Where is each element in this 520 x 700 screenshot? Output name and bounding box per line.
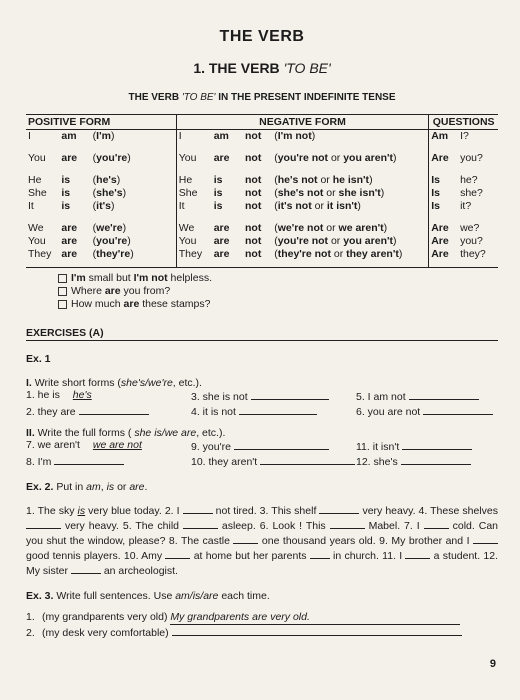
answer-blank[interactable] bbox=[402, 439, 472, 450]
verb-row: I am (I'm) I am not (I'm not) Am I? bbox=[28, 130, 469, 142]
verb-row: He is (he's) He is not (he's not or he isn't) Is he? bbox=[28, 174, 478, 186]
header-questions: QUESTIONS bbox=[429, 115, 498, 130]
exercise-item: 3. she is not bbox=[191, 389, 356, 404]
exercise-item: 8. I'm bbox=[26, 454, 191, 469]
exercise-item: 9. you're bbox=[191, 439, 356, 454]
exercise-item: 12. she's bbox=[356, 454, 498, 469]
page-number: 9 bbox=[489, 658, 496, 670]
exercise-item: 7. we aren't we are not bbox=[26, 439, 191, 454]
answer-blank[interactable]: we are not bbox=[92, 439, 142, 451]
answer-blank[interactable] bbox=[319, 503, 359, 514]
ex1-part1-instruction: I. Write short forms (she's/we're, etc.). bbox=[26, 377, 202, 389]
ex1-part2-instruction: II. Write the full forms ( she is/we are, etc.). bbox=[26, 427, 226, 439]
answer-blank[interactable]: he's bbox=[72, 389, 92, 401]
section-heading: THE VERB 'TO BE' IN THE PRESENT INDEFINITE TENSE bbox=[128, 92, 396, 103]
verb-table-body bbox=[26, 130, 498, 268]
exercise-item: 11. it isn't bbox=[356, 439, 498, 454]
checkbox-icon bbox=[58, 300, 67, 309]
exercise-item: 10. they aren't bbox=[191, 454, 356, 469]
exercise-item: 1. he is he's bbox=[26, 389, 191, 404]
ex3-item: 2. (my desk very comfortable) bbox=[26, 625, 498, 640]
ex3-items bbox=[26, 610, 498, 640]
answer-blank[interactable] bbox=[423, 404, 493, 415]
answer-blank[interactable] bbox=[234, 439, 329, 450]
ex1-label: Ex. 1 bbox=[26, 353, 51, 365]
answer-blank[interactable] bbox=[260, 454, 355, 465]
answer-blank[interactable] bbox=[54, 454, 124, 465]
ex3-item: 1. (my grandparents very old) My grandparents are very old. bbox=[26, 610, 498, 625]
verb-row: We are (we're) We are not (we're not or we aren't) Are we? bbox=[28, 222, 480, 234]
ex1-part1-items bbox=[26, 389, 498, 419]
answer-blank[interactable] bbox=[79, 404, 149, 415]
verb-row: You are (you're) You are not (you're not or you aren't) Are you? bbox=[28, 235, 483, 247]
answer-blank[interactable] bbox=[330, 518, 365, 529]
ex1-part2-items bbox=[26, 439, 498, 469]
page-title: THE VERB bbox=[219, 28, 305, 45]
answer-blank[interactable] bbox=[183, 518, 218, 529]
worksheet-page bbox=[26, 18, 498, 640]
exercise-item: 5. I am not bbox=[356, 389, 498, 404]
exercise-item: 4. it is not bbox=[191, 404, 356, 419]
answer-blank[interactable] bbox=[409, 389, 479, 400]
note-item: I'm small but I'm not helpless. bbox=[58, 272, 498, 285]
note-item: Where are you from? bbox=[58, 285, 498, 298]
answer-blank[interactable] bbox=[473, 533, 498, 544]
answer-blank[interactable] bbox=[172, 625, 462, 636]
answer-blank[interactable] bbox=[251, 389, 329, 400]
answer-blank[interactable] bbox=[183, 503, 213, 514]
header-negative: NEGATIVE FORM bbox=[176, 115, 428, 130]
ex2-heading: Ex. 2. Put in am, is or are. bbox=[26, 481, 148, 493]
chapter-subtitle: 1. THE VERB 'TO BE' bbox=[193, 60, 331, 76]
answer-blank[interactable] bbox=[405, 548, 430, 559]
verb-table bbox=[26, 114, 498, 268]
exercise-item: 6. you are not bbox=[356, 404, 498, 419]
verb-row: It is (it's) It is not (it's not or it isn't) Is it? bbox=[28, 200, 472, 212]
answer-blank[interactable] bbox=[71, 563, 101, 574]
exercise-item: 2. they are bbox=[26, 404, 191, 419]
answer-blank[interactable] bbox=[26, 518, 61, 529]
header-positive: POSITIVE FORM bbox=[26, 115, 176, 130]
verb-row: You are (you're) You are not (you're not or you aren't) Are you? bbox=[28, 152, 483, 164]
answer-blank[interactable] bbox=[165, 548, 190, 559]
example-notes bbox=[58, 272, 498, 311]
verb-row: She is (she's) She is not (she's not or she isn't) Is she? bbox=[28, 187, 483, 199]
answer-blank[interactable] bbox=[310, 548, 330, 559]
ex3-heading: Ex. 3. Write full sentences. Use am/is/are each time. bbox=[26, 590, 270, 602]
answer-blank[interactable] bbox=[239, 404, 317, 415]
checkbox-icon bbox=[58, 274, 67, 283]
verb-row: They are (they're) They are not (they're not or they aren't) Are they? bbox=[28, 248, 486, 260]
note-item: How much are these stamps? bbox=[58, 298, 498, 311]
exercises-heading: EXERCISES (A) bbox=[26, 327, 498, 341]
checkbox-icon bbox=[58, 287, 67, 296]
answer-blank[interactable] bbox=[401, 454, 471, 465]
ex2-text: 1. The sky is very blue today. 2. I not tired. 3. This shelf very heavy. 4. These shelves very heavy. 5. The child asleep. 6. Look ! This Mabel. 7. I cold. Can you shut the window, please? 8. The castle one thousand years old. 9. My brother and I good tennis players. 10. Amy at home but her parents in church. 11. I a student. 12. My sister an archeologist. bbox=[26, 505, 499, 577]
answer-blank[interactable] bbox=[424, 518, 449, 529]
answer-blank[interactable] bbox=[233, 533, 258, 544]
